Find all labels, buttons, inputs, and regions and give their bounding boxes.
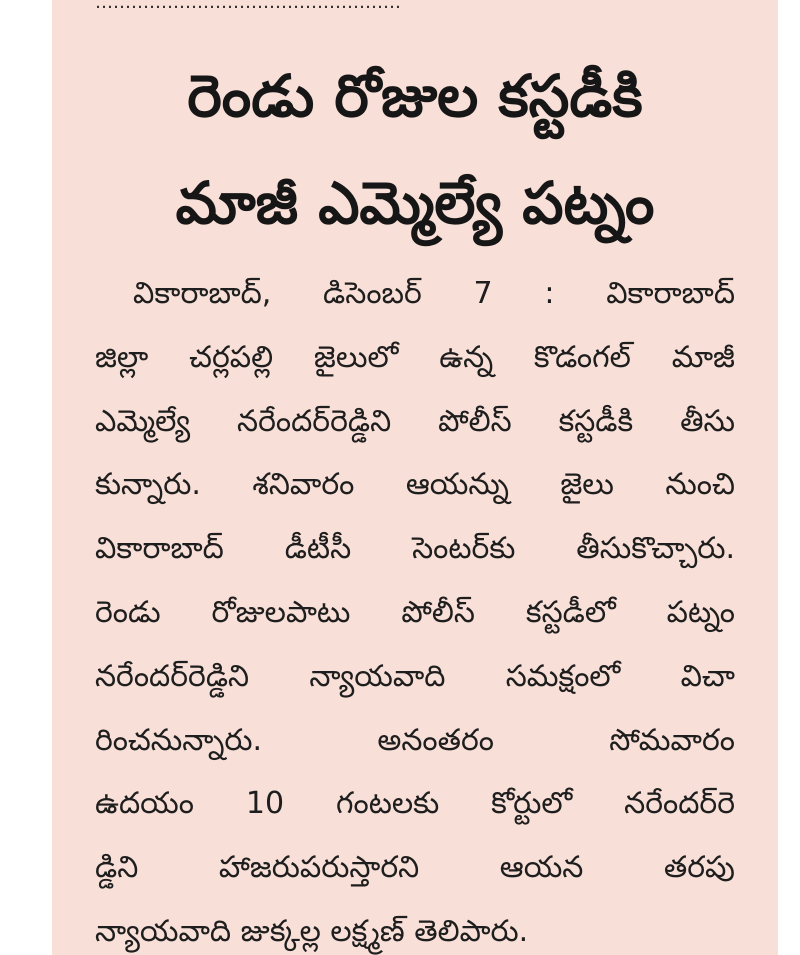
- article-body: [95, 262, 735, 955]
- body-line: ఎమ్మెల్యే నరేందర్‌రెడ్డిని పోలీస్ కస్టడీకి తీసు: [95, 403, 735, 439]
- body-line: నరేందర్‌రెడ్డిని న్యాయవాది సమక్షంలో విచా: [95, 658, 735, 694]
- body-line: వికారాబాద్ డీటీసీ సెంటర్‌కు తీసుకొచ్చారు.: [95, 531, 735, 567]
- body-line: వికారాబాద్, డిసెంబర్ 7 : వికారాబాద్: [133, 276, 735, 311]
- body-line: న్యాయవాది జుక్కల్ల లక్ష్మణ్ తెలిపారు.: [95, 913, 529, 949]
- body-line: జిల్లా చర్లపల్లి జైలులో ఉన్న కొడంగల్ మాజీ: [95, 339, 735, 375]
- body-line: డ్డిని హాజరుపరుస్తారని ఆయన తరపు: [95, 850, 735, 886]
- body-line: రెండు రోజులపాటు పోలీస్ కస్టడీలో పట్నం: [95, 594, 735, 630]
- headline-line-2: మాజీ ఎమ్మెల్యే పట్నం: [175, 169, 655, 237]
- body-line: రించనున్నారు. అనంతరం సోమవారం: [95, 722, 735, 758]
- body-line: కున్నారు. శనివారం ఆయన్ను జైలు నుంచి: [95, 467, 735, 503]
- headline-line-1: రెండు రోజుల కస్టడీకి: [187, 62, 643, 130]
- body-line: ఉదయం 10 గంటలకు కోర్టులో నరేందర్‌రె: [95, 786, 735, 822]
- cut-off-text-line: ……………………………………………: [95, 0, 401, 12]
